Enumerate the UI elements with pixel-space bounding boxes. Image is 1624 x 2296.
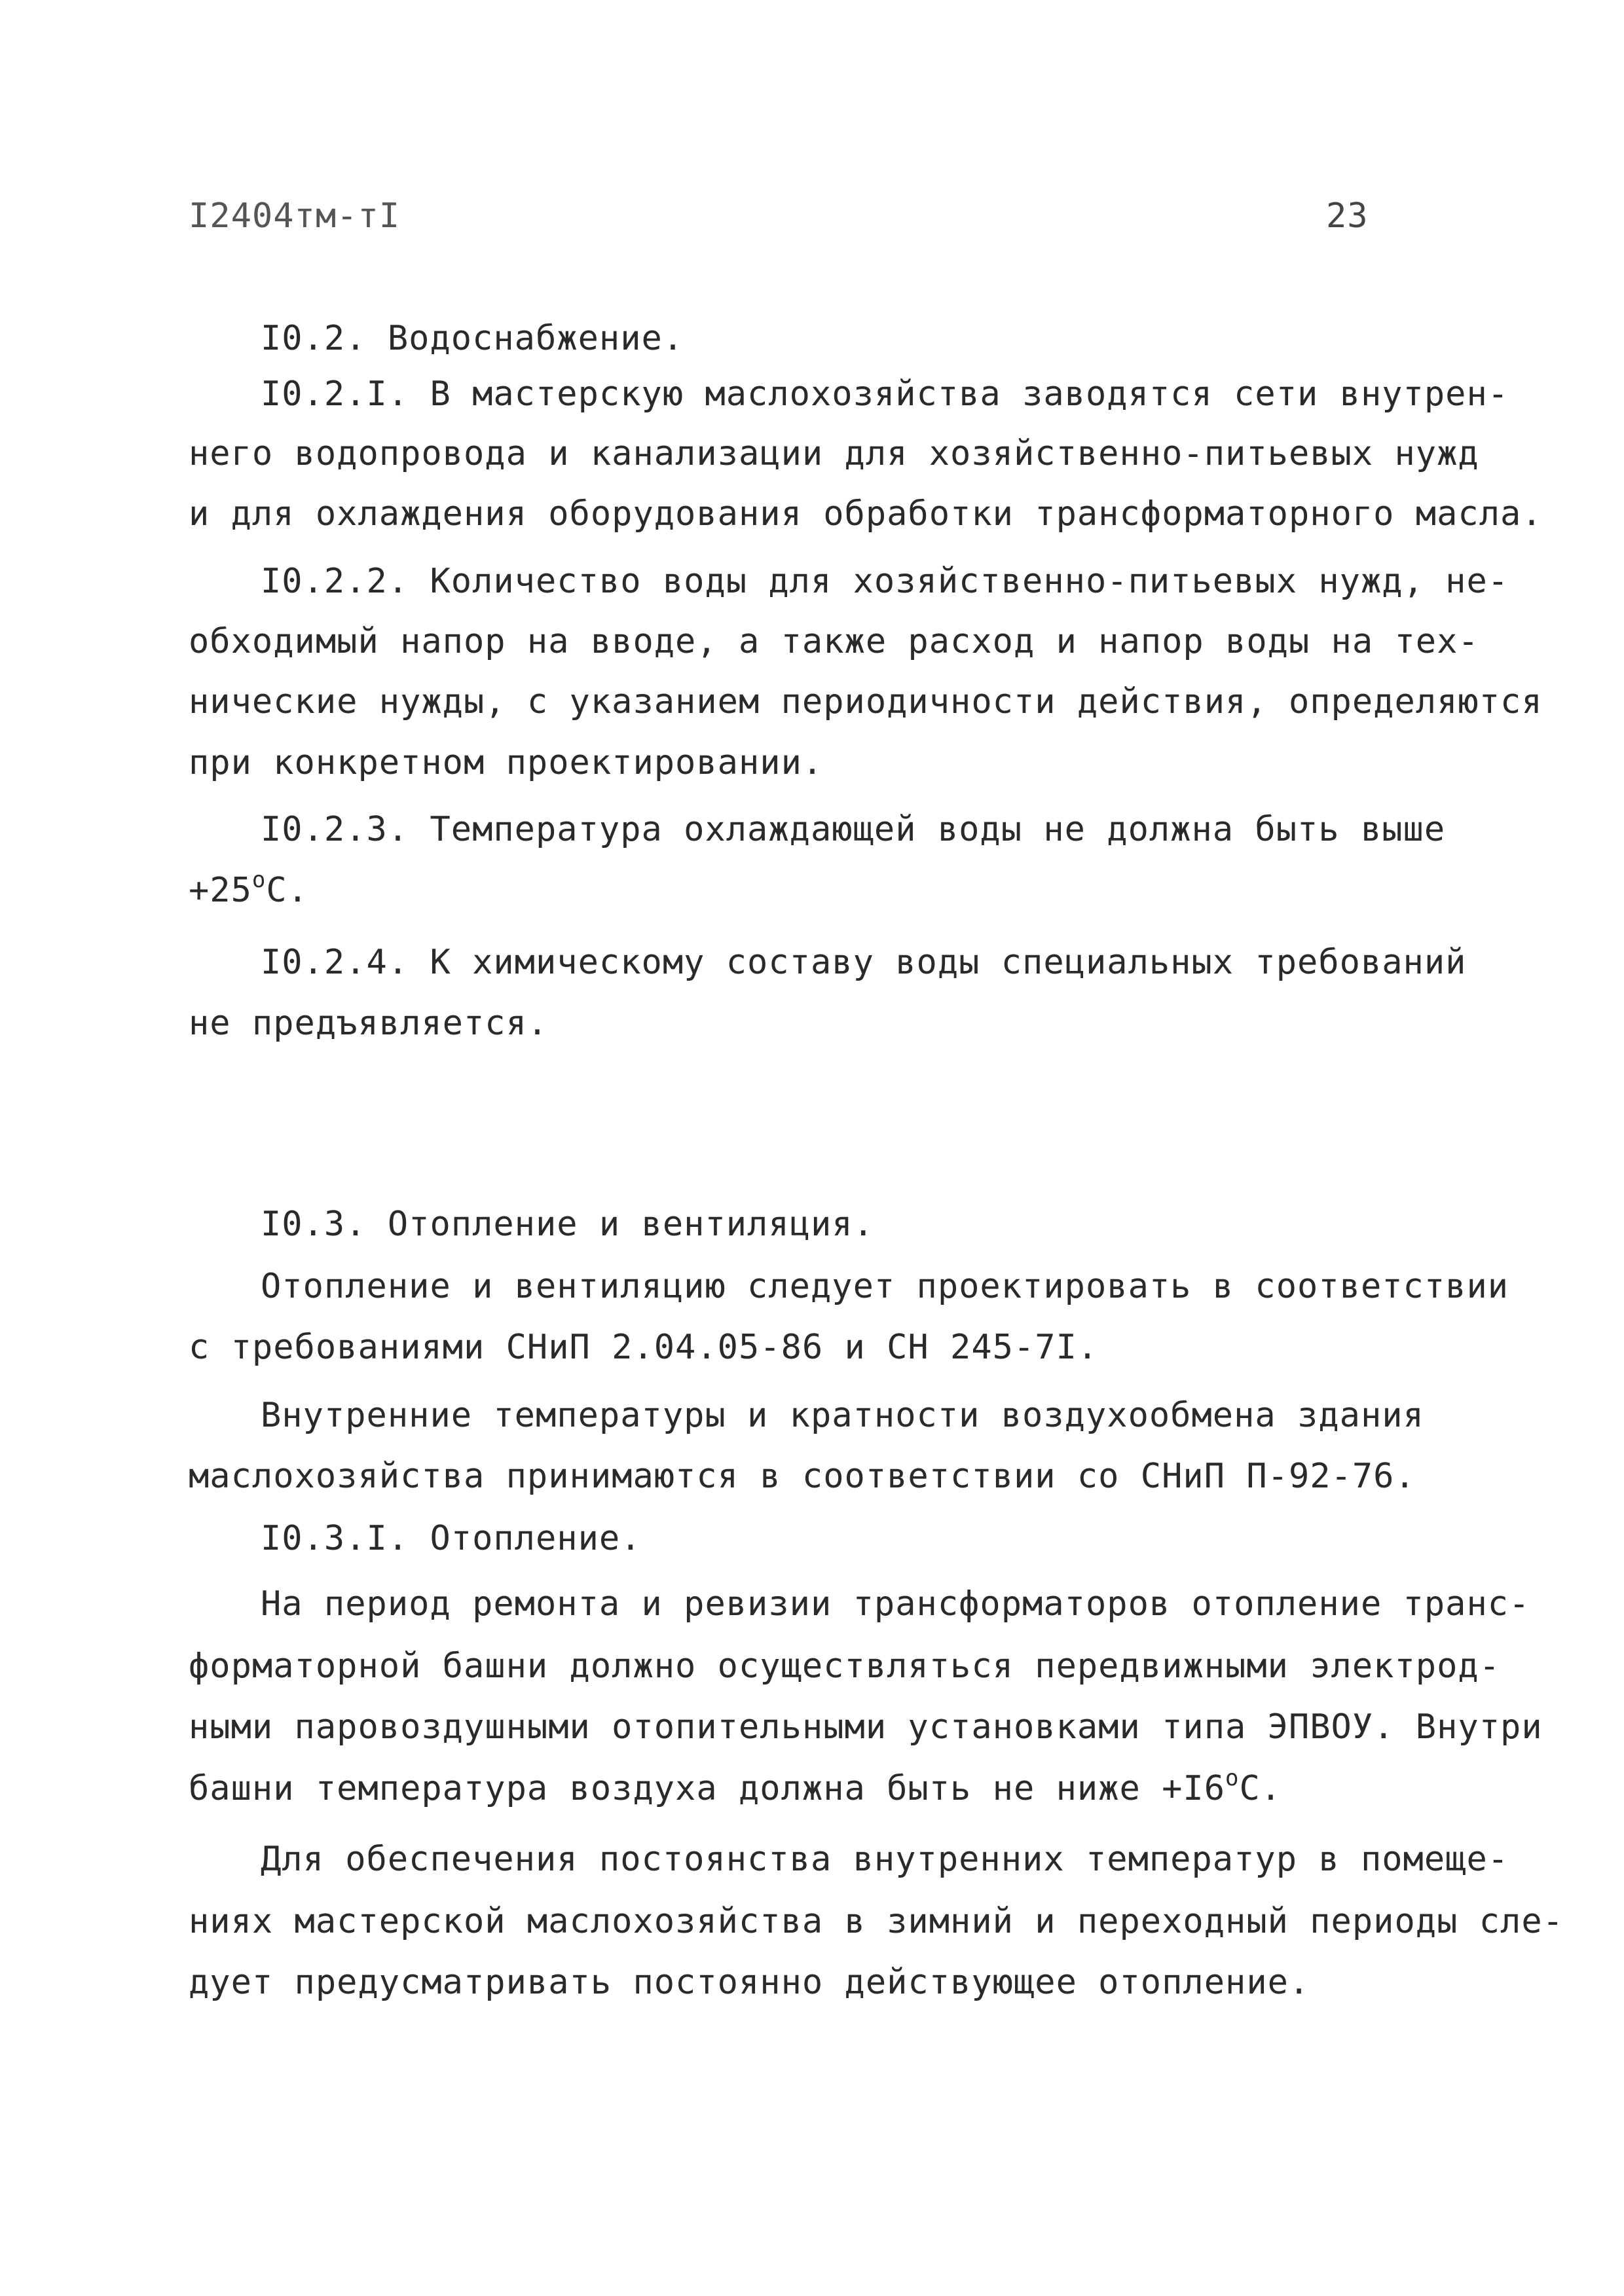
paragraph-line: I0.2.3. Температура охлаждающей воды не должна быть выше: [261, 810, 1446, 849]
paragraph-line: и для охлаждения оборудования обработки трансформаторного масла.: [189, 494, 1543, 534]
paragraph-line: форматорной башни должно осуществляться передвижными электрод-: [189, 1647, 1501, 1686]
paragraph-line: не предъявляется.: [189, 1004, 549, 1043]
paragraph-line: при конкретном проектировании.: [189, 743, 824, 782]
temperature-line: $+25^oС$.: [189, 867, 309, 910]
paragraph-line: ниях мастерской маслохозяйства в зимний и переходный периоды сле-: [189, 1902, 1564, 1941]
document-code: I2404тм-тI: [189, 196, 401, 236]
degree-sign: o: [1225, 1765, 1240, 1791]
paragraph-line: маслохозяйства принимаются в соответствии со СНиП П-92-76.: [189, 1457, 1416, 1496]
paragraph-line: дует предусматривать постоянно действующее отопление.: [189, 1963, 1310, 2002]
paragraph-line: Для обеспечения постоянства внутренних температур в помеще-: [261, 1840, 1509, 1879]
sub-heading-heating: I0.3.I. Отопление.: [261, 1519, 642, 1558]
paragraph-line: Внутренние температуры и кратности воздухообмена здания: [261, 1396, 1424, 1435]
paragraph-line: Отопление и вентиляцию следует проектировать в соответствии: [261, 1267, 1509, 1306]
paragraph-line: него водопровода и канализации для хозяйственно-питьевых нужд: [189, 434, 1479, 473]
paragraph-line: I0.2.I. В мастерскую маслохозяйства заводятся сети внутрен-: [261, 374, 1509, 414]
degree-sign: o: [251, 867, 267, 893]
paragraph-line: I0.2.4. К химическому составу воды специальных требований: [261, 943, 1467, 982]
paragraph-line: ными паровоздушными отопительными установками типа ЭПВОУ. Внутри: [189, 1707, 1543, 1747]
paragraph-line: нические нужды, с указанием периодичности действия, определяются: [189, 682, 1543, 721]
temperature-line: башни температура воздуха должна быть не ниже $+I6^oС$.: [189, 1765, 1282, 1808]
page-number: 23: [1326, 196, 1369, 236]
paragraph-line: с требованиями СНиП 2.04.05-86 и СН 245-7I.: [189, 1328, 1099, 1367]
section-heading-water-supply: I0.2. Водоснабжение.: [261, 319, 684, 358]
paragraph-line: обходимый напор на вводе, а также расход и напор воды на тех-: [189, 622, 1479, 661]
paragraph-line: На период ремонта и ревизии трансформаторов отопление транс-: [261, 1584, 1530, 1624]
section-heading-heating-ventilation: I0.3. Отопление и вентиляция.: [261, 1205, 874, 1244]
paragraph-line: I0.2.2. Количество воды для хозяйственно-питьевых нужд, не-: [261, 562, 1509, 601]
